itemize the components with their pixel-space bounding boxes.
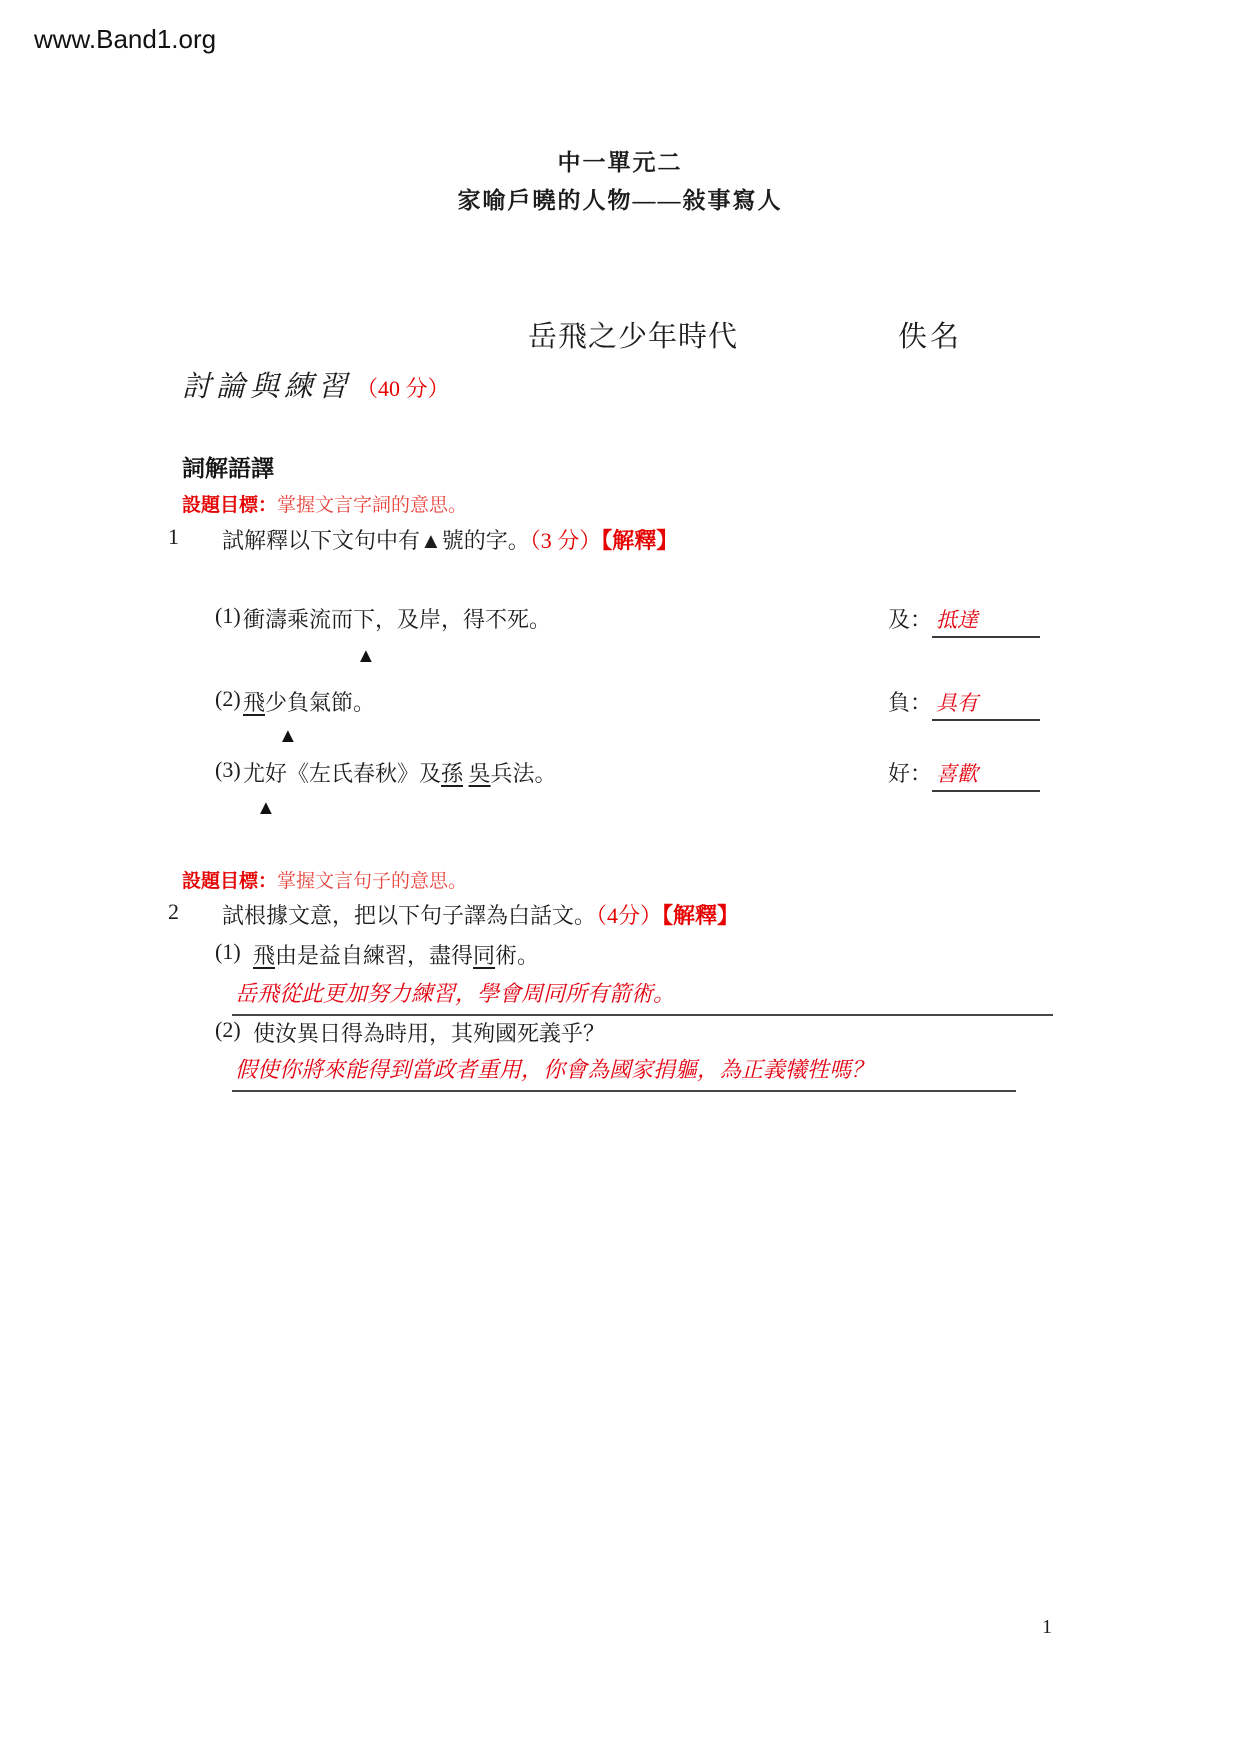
q2-stem-text: 試根據文意，把以下句子譯為白話文。	[222, 903, 597, 928]
q1-item2-answer-blank[interactable]	[932, 687, 1040, 721]
q1-item3-answer-text: 喜歡	[936, 762, 979, 786]
page-number: 1	[1042, 1616, 1052, 1638]
q1-marks: （3 分）	[529, 528, 602, 553]
theme-heading: 家喻戶曉的人物——敍事寫人	[457, 188, 783, 213]
q2-item1-answer-line[interactable]	[232, 977, 1053, 1016]
q2-item2-answer-text: 假使你將來能得到當政者重用，你會為國家捐軀，為正義犧牲嗎？	[235, 1057, 874, 1082]
q1-item1-answer-row	[888, 603, 1040, 638]
q1-item1-text: 衝濤乘流而下，及岸，得不死。	[243, 607, 552, 632]
q1-item1-answer-blank[interactable]	[932, 604, 1040, 638]
objective-1-text: 掌握文言字詞的意思。	[277, 495, 468, 516]
q1-item3-answer-row	[888, 757, 1040, 792]
q1-number: 1	[168, 524, 179, 549]
q1-item2-text: 飛少負氣節。	[243, 690, 376, 715]
objective-2-text: 掌握文言句子的意思。	[277, 871, 468, 892]
q1-item3-answer-blank[interactable]	[932, 758, 1040, 792]
q2-item1-no: (1)	[215, 939, 241, 964]
q1-item2-triangle-marker: ▲	[278, 725, 298, 747]
objective-2-label: 設題目標：	[182, 871, 278, 892]
section-heading	[182, 364, 450, 405]
site-watermark: www.Band1.org	[34, 24, 217, 54]
q1-item2-answer-label: 負：	[888, 690, 933, 715]
objective-2	[182, 866, 467, 893]
q2-stem	[222, 899, 739, 930]
q2-item2-no: (2)	[215, 1017, 241, 1042]
q1-item3-answer-label: 好：	[888, 761, 933, 786]
section-marks: （40 分）	[356, 376, 450, 401]
q1-item2-answer-row	[888, 686, 1040, 721]
q1-tag: 【解釋】	[601, 528, 679, 553]
objective-1-label: 設題目標：	[182, 495, 278, 516]
q2-item1-text: 飛由是益自練習，盡得同術。	[253, 943, 540, 968]
section-heading-text: 討論與練習	[182, 371, 353, 403]
q1-item3-text: 尤好《左氏春秋》及孫 吳兵法。	[243, 761, 557, 786]
q2-tag: 【解釋】	[662, 903, 740, 928]
document-title: 岳飛之少年時代	[528, 321, 739, 353]
q2-item2-answer-line[interactable]	[232, 1053, 1016, 1092]
q1-item1-no: (1)	[215, 603, 241, 628]
q2-number: 2	[168, 899, 179, 924]
q1-item2-no: (2)	[215, 686, 241, 711]
q1-stem	[222, 524, 678, 555]
q1-item1-answer-label: 及：	[888, 607, 933, 632]
q1-item3-no: (3)	[215, 757, 241, 782]
q2-marks: （4分）	[596, 903, 663, 928]
q1-item2-answer-text: 具有	[936, 691, 979, 715]
q1-item3-triangle-marker: ▲	[256, 797, 276, 819]
unit-heading: 中一單元二	[557, 150, 683, 175]
subsection-heading: 詞解語譯	[182, 455, 274, 481]
q1-item1-triangle-marker: ▲	[356, 645, 376, 667]
q1-item1-answer-text: 抵達	[936, 608, 979, 632]
objective-1	[182, 490, 467, 517]
q2-item1-answer-text: 岳飛從此更加努力練習，學會周同所有箭術。	[235, 981, 676, 1006]
q1-stem-text: 試解釋以下文句中有▲號的字。	[222, 528, 530, 553]
document-author: 佚名	[898, 321, 963, 353]
q2-item2-text: 使汝異日得為時用，其殉國死義乎？	[253, 1021, 606, 1046]
